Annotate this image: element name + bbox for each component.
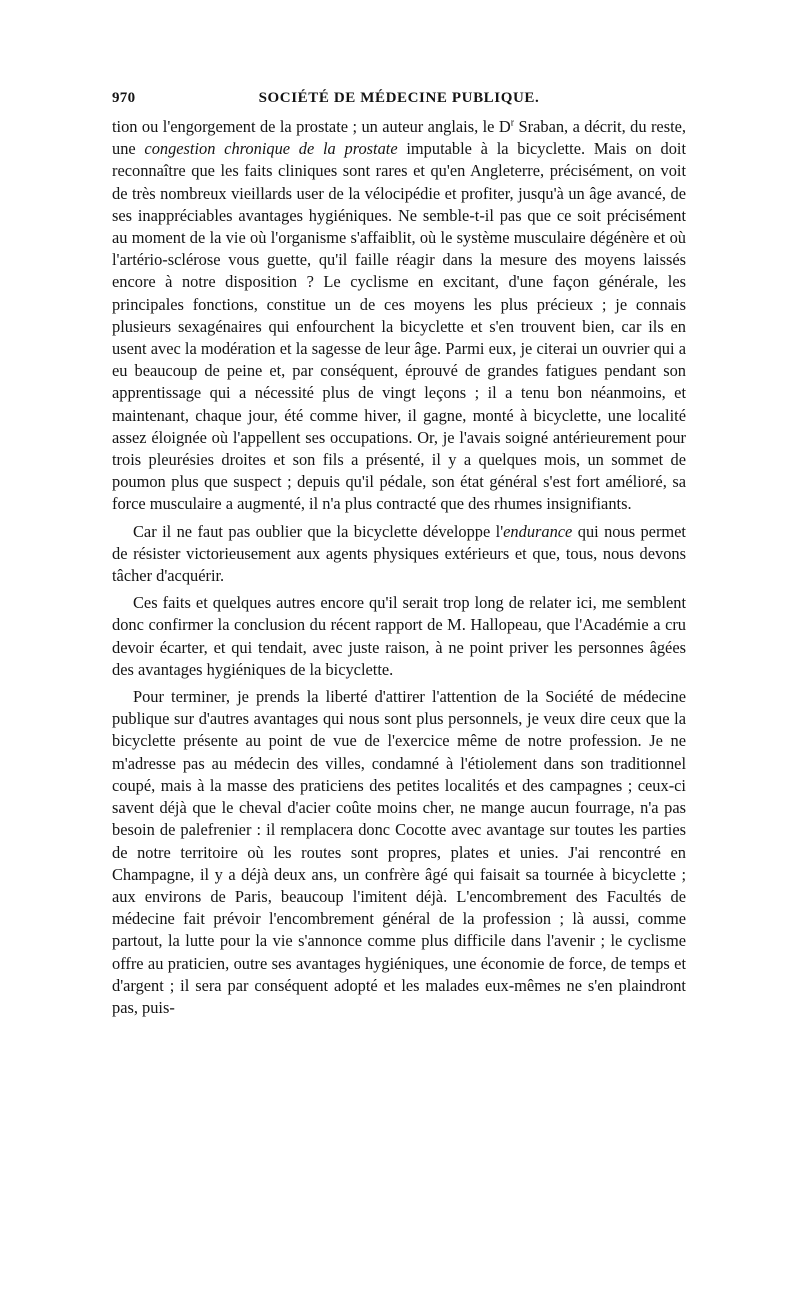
running-title: SOCIÉTÉ DE MÉDECINE PUBLIQUE. bbox=[258, 90, 540, 106]
paragraph-4: Pour terminer, je prends la liberté d'attirer l'attention de la Société de médecine publique sur d'autres avantages qui nous sont plus personnels, je veux dire ceux que la bicyclette présente au point de vue de l'exercice même de notre profession. Je ne m'adresse pas au médecin des villes, condamné à l'étiolement dans son traditionnel coupé, mais à la masse des praticiens des petites localités et des campagnes ; ceux-ci savent déjà que le cheval d'acier coûte moins cher, ne mange aucun fourrage, n'a pas besoin de palefrenier : il remplacera donc Cocotte avec avantage sur toutes les parties de notre territoire où les routes sont propres, plates et unies. J'ai rencontré en Champagne, il y a déjà deux ans, un confrère âgé qui faisait sa tournée à bicyclette ; aux environs de Paris, beaucoup l'imitent déjà. L'encombrement des Facultés de médecine fait prévoir l'encombrement général de la profession ; là aussi, comme partout, la lutte pour la vie s'annonce comme plus difficile dans l'avenir ; le cyclisme offre au praticien, outre ses avantages hygiéniques, une économie de force, de temps et d'argent ; il sera par conséquent adopté et les malades eux-mêmes ne s'en plaindront pas, puis- bbox=[112, 687, 686, 1017]
page-header bbox=[112, 90, 686, 116]
paragraph-3: Ces faits et quelques autres encore qu'il serait trop long de relater ici, me semblent donc confirmer la conclusion du récent rapport de M. Hallopeau, que l'Académie a cru devoir écarter, et qui tendait, avec juste raison, à ne point priver les personnes âgées des avantages hygiéniques de la bicyclette. bbox=[112, 593, 686, 679]
book-page bbox=[112, 90, 686, 1024]
paragraph-2-text-a: Car il ne faut pas oublier que la bicyclette développe l' bbox=[133, 521, 504, 541]
paragraph-2 bbox=[112, 521, 686, 588]
paragraph-1-text-a: tion ou l'engorgement de la prostate ; un auteur anglais, le D bbox=[112, 117, 511, 136]
italic-phrase-congestion: congestion chronique de la prostate bbox=[144, 139, 398, 159]
paragraph-1 bbox=[112, 116, 686, 516]
paragraph-1-text-b: Sraban, a décrit, du reste, une bbox=[112, 117, 687, 159]
body-text bbox=[112, 116, 686, 1019]
paragraph-2-text-b: qui nous permet de résister victorieusement aux agents physiques extérieurs et que, tous, nous devons tâcher d'acquérir. bbox=[112, 521, 686, 586]
paragraph-1-text-c: imputable à la bicyclette. Mais on doit reconnaître que les faits cliniques sont rares et qu'en Angleterre, précisément, on voit de très nombreux vieillards user de la vélocipédie et profiter, jusqu'à un âge avancé, de ses inappréciables avantages hygiéniques. Ne semble-t-il pas que ce soit précisément au moment de la vie où l'organisme s'affaiblit, où le système musculaire dégénère et où l'artério-sclérose vous guette, qu'il faille réagir dans la mesure des moyens laissés encore à notre disposition ? Le cyclisme en excitant, d'une façon générale, les principales fonctions, constitue un de ces moyens les plus précieux ; je connais plusieurs sexagénaires qui enfourchent la bicyclette et s'en trouvent bien, car ils en usent avec la modération et la sagesse de leur âge. Parmi eux, je citerai un ouvrier qui a eu beaucoup de peine et, par conséquent, éprouvé de grandes fatigues pendant son apprentissage qui a nécessité plus de vingt leçons ; il a tenu bon néanmoins, et maintenant, chaque jour, été comme hiver, il gagne, monté à bicyclette, une localité assez éloignée où l'appellent ses occupations. Or, je l'avais soigné antérieurement pour trois pleurésies droites et son fils a présenté, il y a quelques mois, un sommet de poumon plus que suspect ; depuis qu'il pédale, son état général s'est fort amélioré, sa force musculaire a augmenté, il n'a plus contracté que des rhumes insignifiants. bbox=[112, 139, 686, 514]
doctor-abbrev-superscript: r bbox=[510, 117, 515, 129]
page-number: 970 bbox=[112, 90, 136, 106]
italic-word-endurance: endurance bbox=[503, 521, 573, 541]
